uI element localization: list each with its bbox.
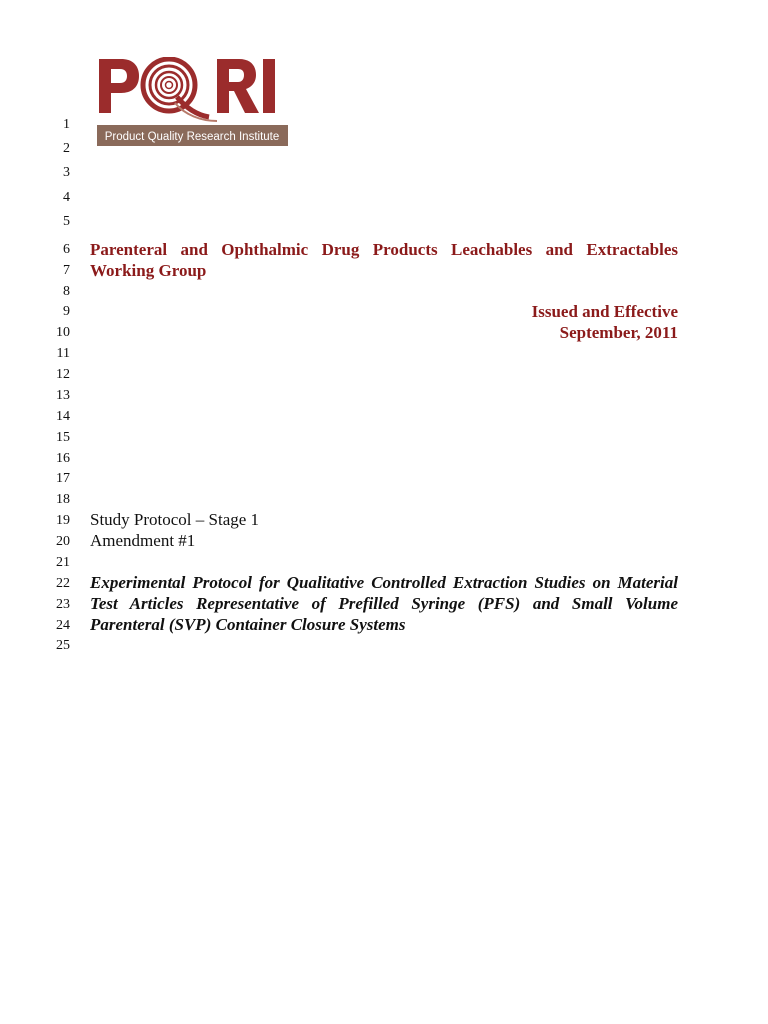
protocol-title xyxy=(90,572,678,635)
issued-date-block xyxy=(90,301,678,343)
title-line-2: Test Articles Representative of Prefilled Syringe (PFS) and Small Volume xyxy=(90,594,678,613)
logo-tagline: Product Quality Research Institute xyxy=(104,131,280,143)
line-number: 19 xyxy=(56,513,70,528)
line-number: 13 xyxy=(56,388,70,403)
line-number: 8 xyxy=(63,284,70,299)
line-number: 15 xyxy=(56,430,70,445)
line-number: 6 xyxy=(63,242,70,257)
line-number: 20 xyxy=(56,534,70,549)
working-group-heading xyxy=(90,239,678,281)
pqri-logo-graphic xyxy=(97,57,288,147)
protocol-stage: Study Protocol – Stage 1 xyxy=(90,510,260,529)
title-line-3: Parenteral (SVP) Container Closure Systems xyxy=(90,615,406,634)
protocol-amendment: Amendment #1 xyxy=(90,531,196,550)
line-number: 4 xyxy=(63,190,70,205)
title-line-1: Experimental Protocol for Qualitative Controlled Extraction Studies on Material xyxy=(90,573,678,592)
line-number: 17 xyxy=(56,471,70,486)
line-number: 3 xyxy=(63,165,70,180)
line-number: 18 xyxy=(56,492,70,507)
line-number: 21 xyxy=(56,555,70,570)
line-number: 16 xyxy=(56,451,70,466)
pqri-logo xyxy=(97,57,288,147)
heading-line-2: Working Group xyxy=(90,261,207,280)
issued-date: September, 2011 xyxy=(559,323,678,342)
heading-line-1: Parenteral and Ophthalmic Drug Products Leachables and Extractables xyxy=(90,240,678,259)
line-number: 14 xyxy=(56,409,70,424)
line-number: 12 xyxy=(56,367,70,382)
line-number: 7 xyxy=(63,263,70,278)
line-number: 23 xyxy=(56,597,70,612)
line-number: 11 xyxy=(56,346,70,361)
line-number: 24 xyxy=(56,618,70,633)
line-number: 1 xyxy=(63,117,70,132)
line-number: 2 xyxy=(63,141,70,156)
line-number: 5 xyxy=(63,214,70,229)
line-number: 10 xyxy=(56,325,70,340)
line-number: 25 xyxy=(56,638,70,653)
issued-label: Issued and Effective xyxy=(531,302,678,321)
line-number: 9 xyxy=(63,304,70,319)
line-number: 22 xyxy=(56,576,70,591)
